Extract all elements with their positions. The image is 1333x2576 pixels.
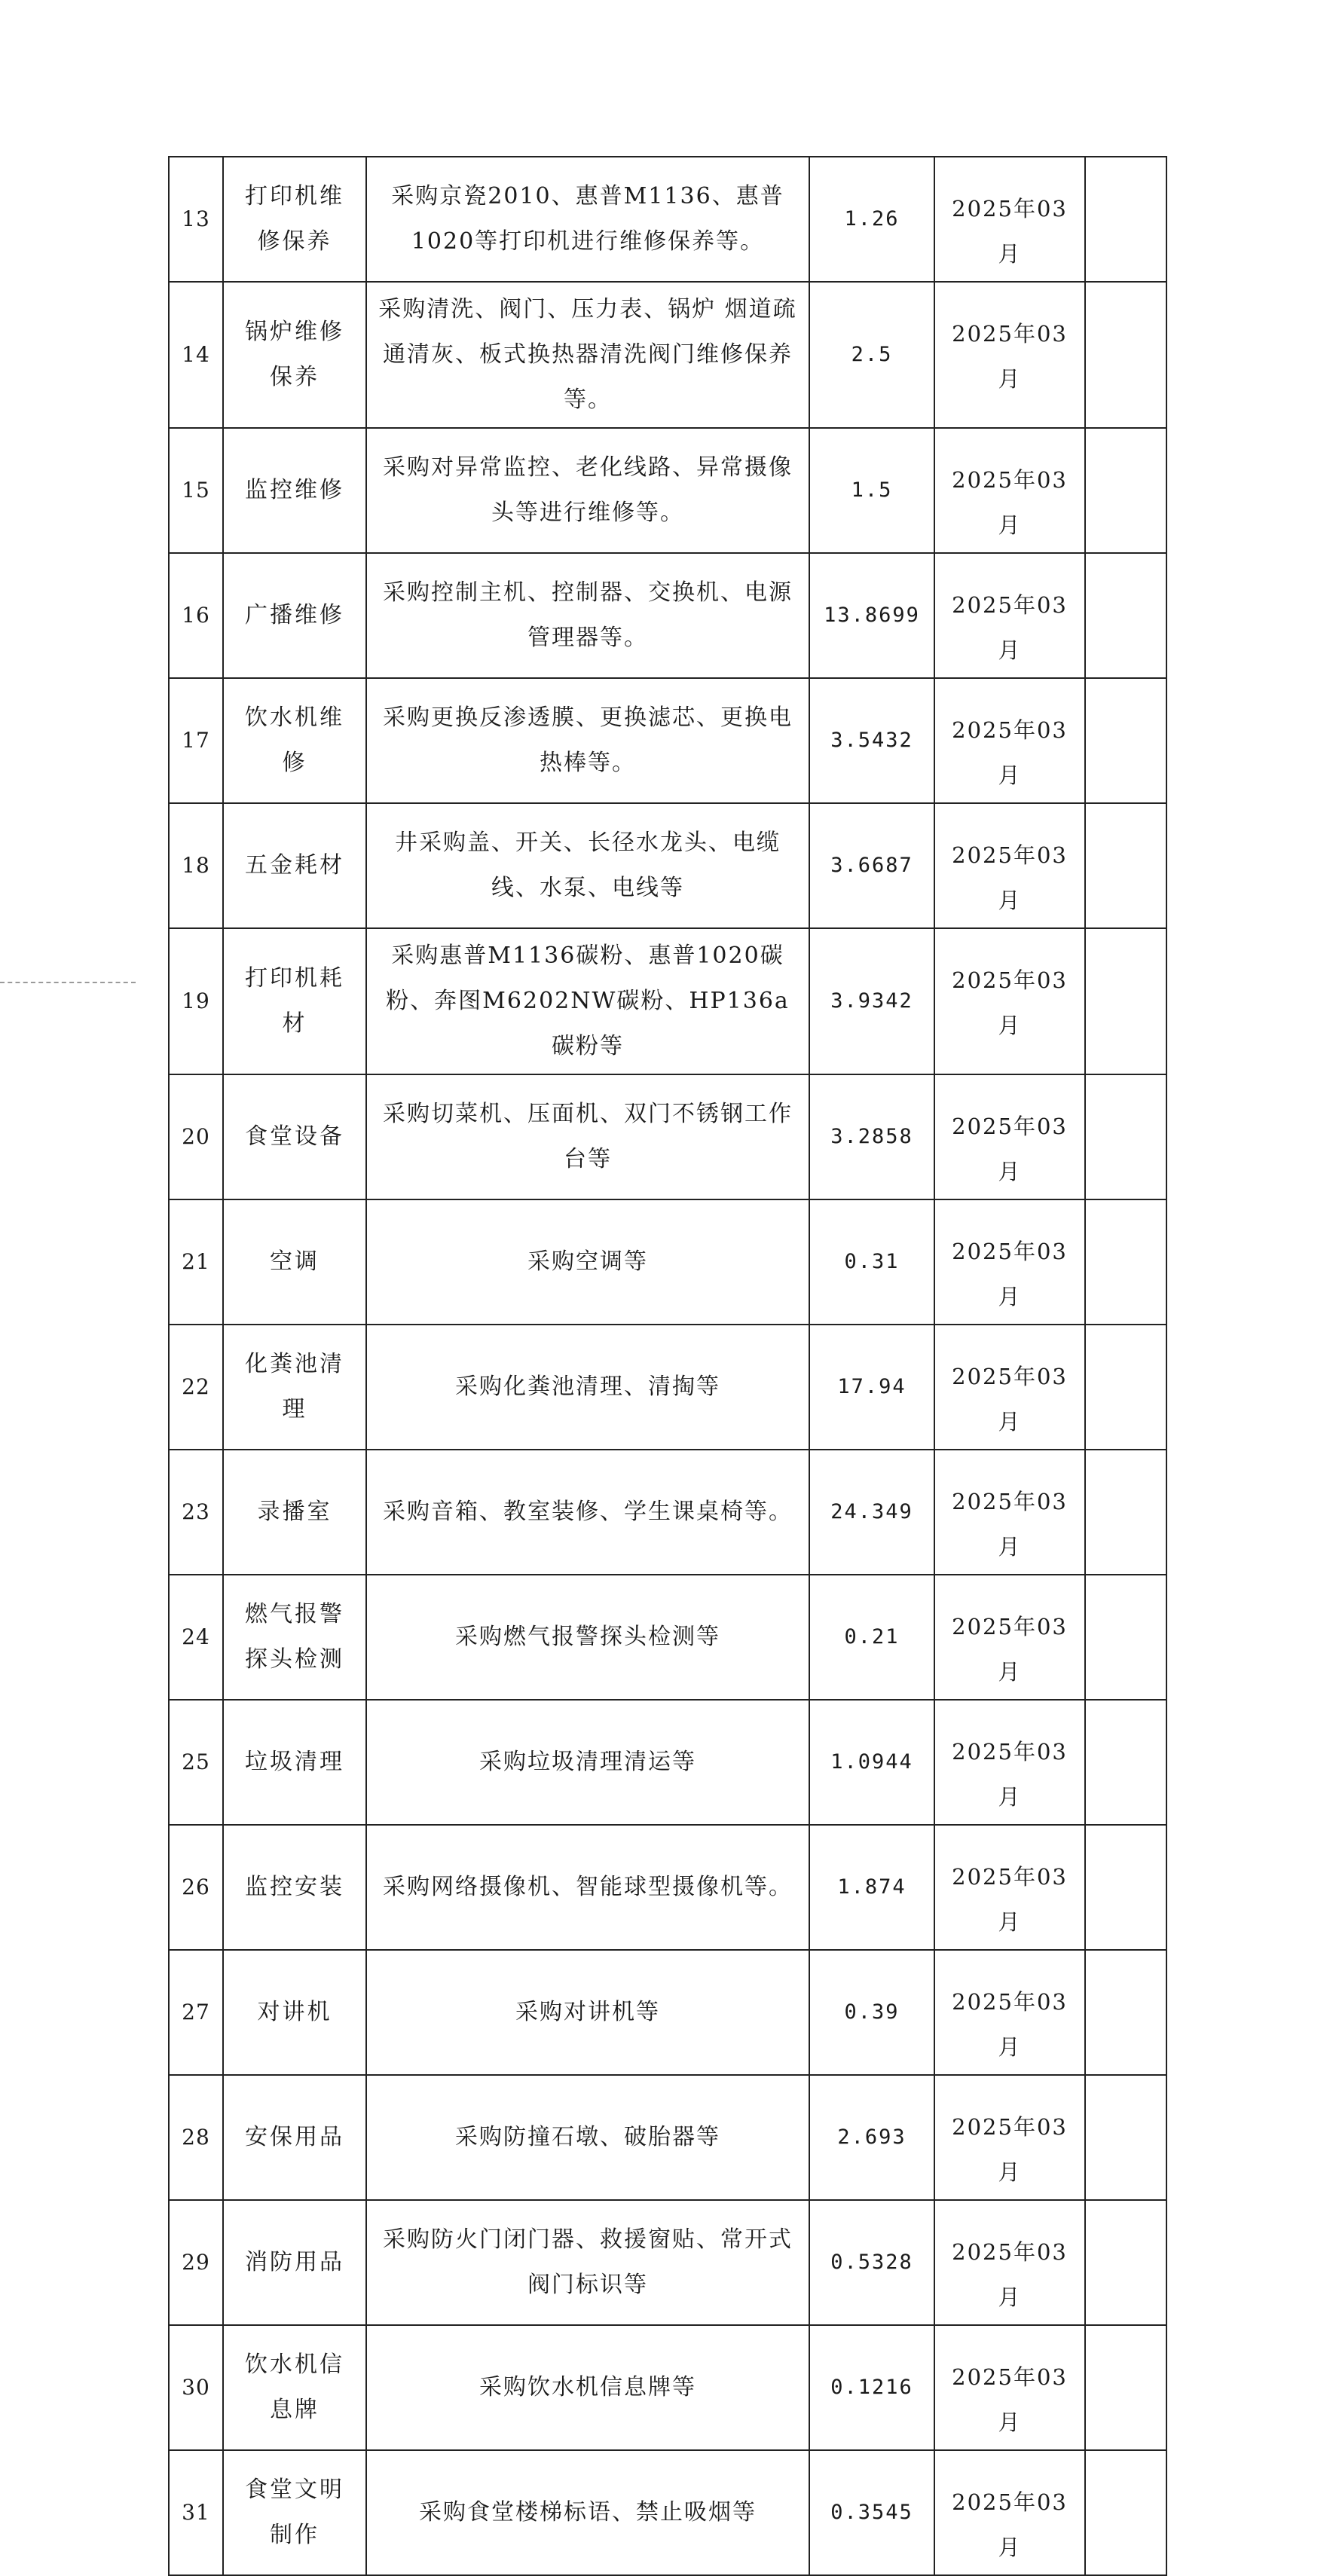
item-date: 2025年03月 bbox=[934, 928, 1085, 1074]
item-description: 采购防火门闭门器、救援窗贴、常开式阀门标识等 bbox=[366, 2200, 809, 2325]
row-number: 15 bbox=[169, 428, 223, 553]
item-amount: 2.693 bbox=[809, 2075, 934, 2200]
table-row bbox=[169, 1950, 1166, 2075]
table-body bbox=[169, 157, 1166, 2575]
item-date: 2025年03月 bbox=[934, 1950, 1085, 2075]
item-amount: 0.1216 bbox=[809, 2325, 934, 2450]
item-description: 采购化粪池清理、清掏等 bbox=[366, 1325, 809, 1450]
item-date: 2025年03月 bbox=[934, 2200, 1085, 2325]
row-number: 23 bbox=[169, 1450, 223, 1575]
table-row bbox=[169, 282, 1166, 428]
item-description: 采购空调等 bbox=[366, 1199, 809, 1325]
item-name: 录播室 bbox=[223, 1450, 366, 1575]
item-name: 五金耗材 bbox=[223, 803, 366, 928]
item-date: 2025年03月 bbox=[934, 803, 1085, 928]
row-number: 16 bbox=[169, 553, 223, 678]
item-name: 监控安装 bbox=[223, 1825, 366, 1950]
item-date: 2025年03月 bbox=[934, 157, 1085, 282]
item-amount: 0.39 bbox=[809, 1950, 934, 2075]
table-row bbox=[169, 553, 1166, 678]
row-number: 24 bbox=[169, 1575, 223, 1700]
item-name: 消防用品 bbox=[223, 2200, 366, 2325]
item-date: 2025年03月 bbox=[934, 1074, 1085, 1199]
table-row bbox=[169, 2450, 1166, 2575]
item-name: 打印机维修保养 bbox=[223, 157, 366, 282]
item-name: 监控维修 bbox=[223, 428, 366, 553]
item-remark bbox=[1085, 1575, 1166, 1700]
item-name: 垃圾清理 bbox=[223, 1700, 366, 1825]
item-date: 2025年03月 bbox=[934, 553, 1085, 678]
item-remark bbox=[1085, 2075, 1166, 2200]
item-remark bbox=[1085, 1700, 1166, 1825]
item-remark bbox=[1085, 1325, 1166, 1450]
row-number: 26 bbox=[169, 1825, 223, 1950]
item-remark bbox=[1085, 1199, 1166, 1325]
item-description: 采购京瓷2010、惠普M1136、惠普1020等打印机进行维修保养等。 bbox=[366, 157, 809, 282]
item-date: 2025年03月 bbox=[934, 1700, 1085, 1825]
item-amount: 3.5432 bbox=[809, 678, 934, 803]
item-name: 食堂文明制作 bbox=[223, 2450, 366, 2575]
table-row bbox=[169, 1325, 1166, 1450]
table-row bbox=[169, 803, 1166, 928]
table-row bbox=[169, 2325, 1166, 2450]
table-row bbox=[169, 678, 1166, 803]
item-amount: 1.0944 bbox=[809, 1700, 934, 1825]
item-date: 2025年03月 bbox=[934, 678, 1085, 803]
item-description: 采购网络摄像机、智能球型摄像机等。 bbox=[366, 1825, 809, 1950]
row-number: 19 bbox=[169, 928, 223, 1074]
item-name: 对讲机 bbox=[223, 1950, 366, 2075]
item-amount: 1.874 bbox=[809, 1825, 934, 1950]
item-date: 2025年03月 bbox=[934, 1575, 1085, 1700]
item-date: 2025年03月 bbox=[934, 2075, 1085, 2200]
item-description: 采购对异常监控、老化线路、异常摄像头等进行维修等。 bbox=[366, 428, 809, 553]
table-row bbox=[169, 157, 1166, 282]
item-description: 采购垃圾清理清运等 bbox=[366, 1700, 809, 1825]
item-amount: 3.6687 bbox=[809, 803, 934, 928]
row-number: 14 bbox=[169, 282, 223, 428]
item-description: 采购音箱、教室装修、学生课桌椅等。 bbox=[366, 1450, 809, 1575]
item-description: 井采购盖、开关、长径水龙头、电缆线、水泵、电线等 bbox=[366, 803, 809, 928]
item-name: 燃气报警探头检测 bbox=[223, 1575, 366, 1700]
row-number: 27 bbox=[169, 1950, 223, 2075]
procurement-table bbox=[168, 156, 1167, 2576]
table-row bbox=[169, 2075, 1166, 2200]
item-description: 采购食堂楼梯标语、禁止吸烟等 bbox=[366, 2450, 809, 2575]
item-amount: 17.94 bbox=[809, 1325, 934, 1450]
item-remark bbox=[1085, 678, 1166, 803]
item-date: 2025年03月 bbox=[934, 1450, 1085, 1575]
table-row bbox=[169, 1199, 1166, 1325]
item-description: 采购切菜机、压面机、双门不锈钢工作台等 bbox=[366, 1074, 809, 1199]
item-description: 采购控制主机、控制器、交换机、电源管理器等。 bbox=[366, 553, 809, 678]
row-number: 31 bbox=[169, 2450, 223, 2575]
item-amount: 24.349 bbox=[809, 1450, 934, 1575]
item-remark bbox=[1085, 2450, 1166, 2575]
item-amount: 0.3545 bbox=[809, 2450, 934, 2575]
item-amount: 2.5 bbox=[809, 282, 934, 428]
item-date: 2025年03月 bbox=[934, 428, 1085, 553]
item-amount: 0.5328 bbox=[809, 2200, 934, 2325]
item-name: 广播维修 bbox=[223, 553, 366, 678]
item-remark bbox=[1085, 1950, 1166, 2075]
row-number: 25 bbox=[169, 1700, 223, 1825]
item-name: 食堂设备 bbox=[223, 1074, 366, 1199]
item-amount: 1.26 bbox=[809, 157, 934, 282]
row-number: 29 bbox=[169, 2200, 223, 2325]
row-number: 20 bbox=[169, 1074, 223, 1199]
table-row bbox=[169, 1575, 1166, 1700]
item-description: 采购燃气报警探头检测等 bbox=[366, 1575, 809, 1700]
item-date: 2025年03月 bbox=[934, 2450, 1085, 2575]
item-amount: 0.31 bbox=[809, 1199, 934, 1325]
item-amount: 3.9342 bbox=[809, 928, 934, 1074]
item-amount: 0.21 bbox=[809, 1575, 934, 1700]
table-row bbox=[169, 1825, 1166, 1950]
item-description: 采购清洗、阀门、压力表、锅炉 烟道疏通清灰、板式换热器清洗阀门维修保养等。 bbox=[366, 282, 809, 428]
table-row bbox=[169, 1074, 1166, 1199]
table-row bbox=[169, 928, 1166, 1074]
table-row bbox=[169, 2200, 1166, 2325]
table-row bbox=[169, 428, 1166, 553]
item-description: 采购更换反渗透膜、更换滤芯、更换电热棒等。 bbox=[366, 678, 809, 803]
row-number: 17 bbox=[169, 678, 223, 803]
item-remark bbox=[1085, 1825, 1166, 1950]
item-description: 采购对讲机等 bbox=[366, 1950, 809, 2075]
item-remark bbox=[1085, 803, 1166, 928]
item-name: 安保用品 bbox=[223, 2075, 366, 2200]
item-date: 2025年03月 bbox=[934, 2325, 1085, 2450]
item-description: 采购惠普M1136碳粉、惠普1020碳粉、奔图M6202NW碳粉、HP136a碳粉等 bbox=[366, 928, 809, 1074]
item-remark bbox=[1085, 157, 1166, 282]
item-description: 采购防撞石墩、破胎器等 bbox=[366, 2075, 809, 2200]
item-name: 饮水机维修 bbox=[223, 678, 366, 803]
table-row bbox=[169, 1700, 1166, 1825]
row-number: 18 bbox=[169, 803, 223, 928]
item-date: 2025年03月 bbox=[934, 1825, 1085, 1950]
item-name: 锅炉维修保养 bbox=[223, 282, 366, 428]
item-remark bbox=[1085, 553, 1166, 678]
row-number: 28 bbox=[169, 2075, 223, 2200]
item-name: 化粪池清理 bbox=[223, 1325, 366, 1450]
item-name: 饮水机信息牌 bbox=[223, 2325, 366, 2450]
item-date: 2025年03月 bbox=[934, 1199, 1085, 1325]
row-number: 22 bbox=[169, 1325, 223, 1450]
table-row bbox=[169, 1450, 1166, 1575]
item-remark bbox=[1085, 1450, 1166, 1575]
item-remark bbox=[1085, 2325, 1166, 2450]
item-name: 打印机耗材 bbox=[223, 928, 366, 1074]
row-number: 30 bbox=[169, 2325, 223, 2450]
item-remark bbox=[1085, 428, 1166, 553]
item-date: 2025年03月 bbox=[934, 282, 1085, 428]
item-remark bbox=[1085, 2200, 1166, 2325]
scan-artifact-line bbox=[0, 982, 136, 983]
item-description: 采购饮水机信息牌等 bbox=[366, 2325, 809, 2450]
item-remark bbox=[1085, 282, 1166, 428]
item-name: 空调 bbox=[223, 1199, 366, 1325]
item-amount: 3.2858 bbox=[809, 1074, 934, 1199]
item-remark bbox=[1085, 1074, 1166, 1199]
item-amount: 13.8699 bbox=[809, 553, 934, 678]
item-amount: 1.5 bbox=[809, 428, 934, 553]
item-remark bbox=[1085, 928, 1166, 1074]
item-date: 2025年03月 bbox=[934, 1325, 1085, 1450]
row-number: 13 bbox=[169, 157, 223, 282]
row-number: 21 bbox=[169, 1199, 223, 1325]
